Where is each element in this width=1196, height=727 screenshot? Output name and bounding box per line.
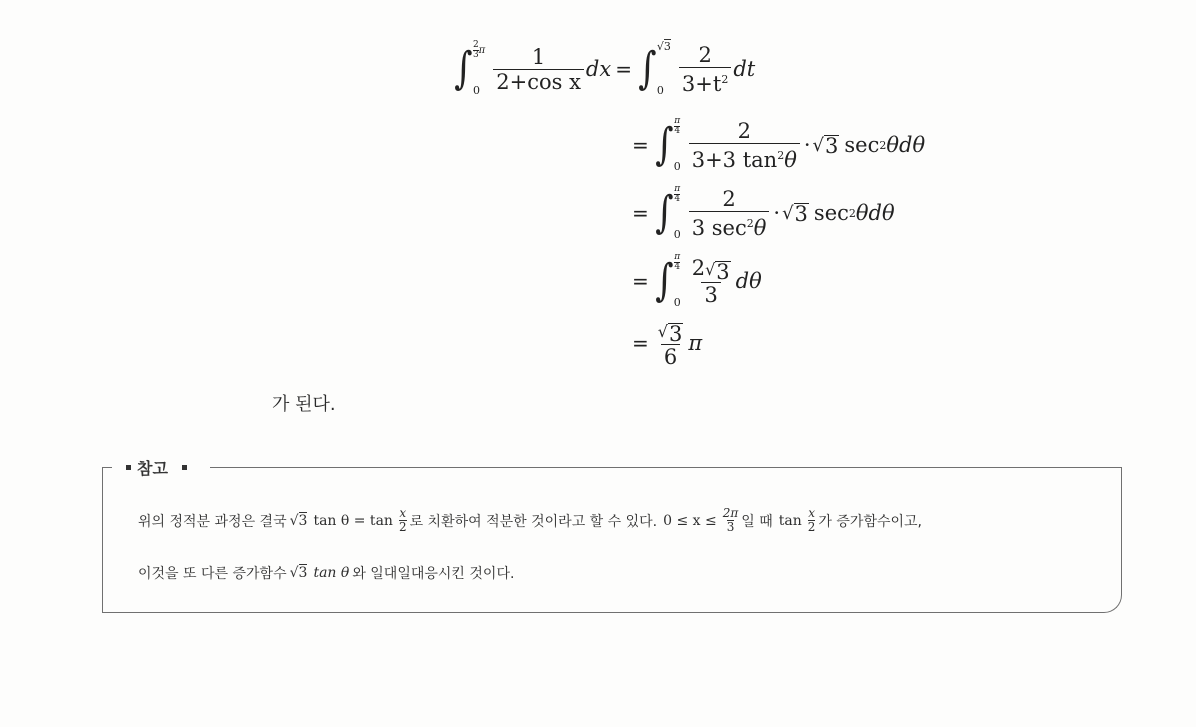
note-title: 참고 [137,459,168,478]
integral-sign: ∫ $\frac{\pi}{4}$ 0 [655,116,681,173]
fraction: $\frac{2}{3+t^2}$ [679,43,731,96]
fraction: $\frac{1}{\text{2+cos x}}$ [493,45,584,94]
square-bullet-icon [182,465,187,470]
equals-sign: = [632,133,649,157]
square-root: √ 3 [782,201,808,226]
integral-sign: ∫ $\frac{\pi}{4}$ 0 [655,252,681,309]
equals-sign: = [632,331,649,355]
square-bullet-icon [126,465,131,470]
equals-sign: = [632,201,649,225]
conclusion-text: 가 된다. [272,394,336,415]
note-box [102,467,1122,613]
note-line-1: 위의 정적분 과정은 결국 √3 tan θ = tan x 2 로 치환하여 적분한 것이라고 할 수 있다. 0 ≤ x ≤ $\frac{2\pi}{3}$ 일 때 tan x 2 가 증가함수이고, [138,506,922,534]
square-root: √ 3 [812,133,839,158]
fraction: $\frac{2}{3 \sec^2\theta}$ [689,187,770,240]
equation-row-5: = √ 3 6 π [632,308,702,378]
equals-sign: = [615,57,632,81]
differential: dx [585,57,612,81]
equation-row-1 [452,34,755,104]
integral-sign: ∫ $\frac{2}{3}$ π 0 [454,40,486,97]
equals-sign: = [632,269,649,293]
integral-sign: ∫ √3 0 [638,40,671,97]
equation-row-2: = ∫ $\frac{\pi}{4}$ 0 $\frac{2}{3+3 \tan^2\theta}$ · √ 3 sec 2 θdθ [632,116,926,173]
note-header [112,456,201,479]
equation-row-4: = ∫ $\frac{\pi}{4}$ 0 2 √ 3 3 dθ [632,252,762,309]
integral-sign: ∫ $\frac{\pi}{4}$ 0 [655,184,681,241]
differential: dt [733,57,756,81]
note-line-2: 이것을 또 다른 증가함수 √3 tan θ 와 일대일대응시킨 것이다. [138,565,515,582]
equation-row-3: = ∫ $\frac{\pi}{4}$ 0 $\frac{2}{3 \sec^2\theta}$ · √ 3 sec 2 θdθ [632,184,895,241]
fraction: 2 √ 3 3 [691,255,730,307]
fraction: √ 3 6 [657,321,683,369]
note-top-border [210,467,1122,468]
fraction: $\frac{2}{3+3 \tan^2\theta}$ [689,119,800,172]
